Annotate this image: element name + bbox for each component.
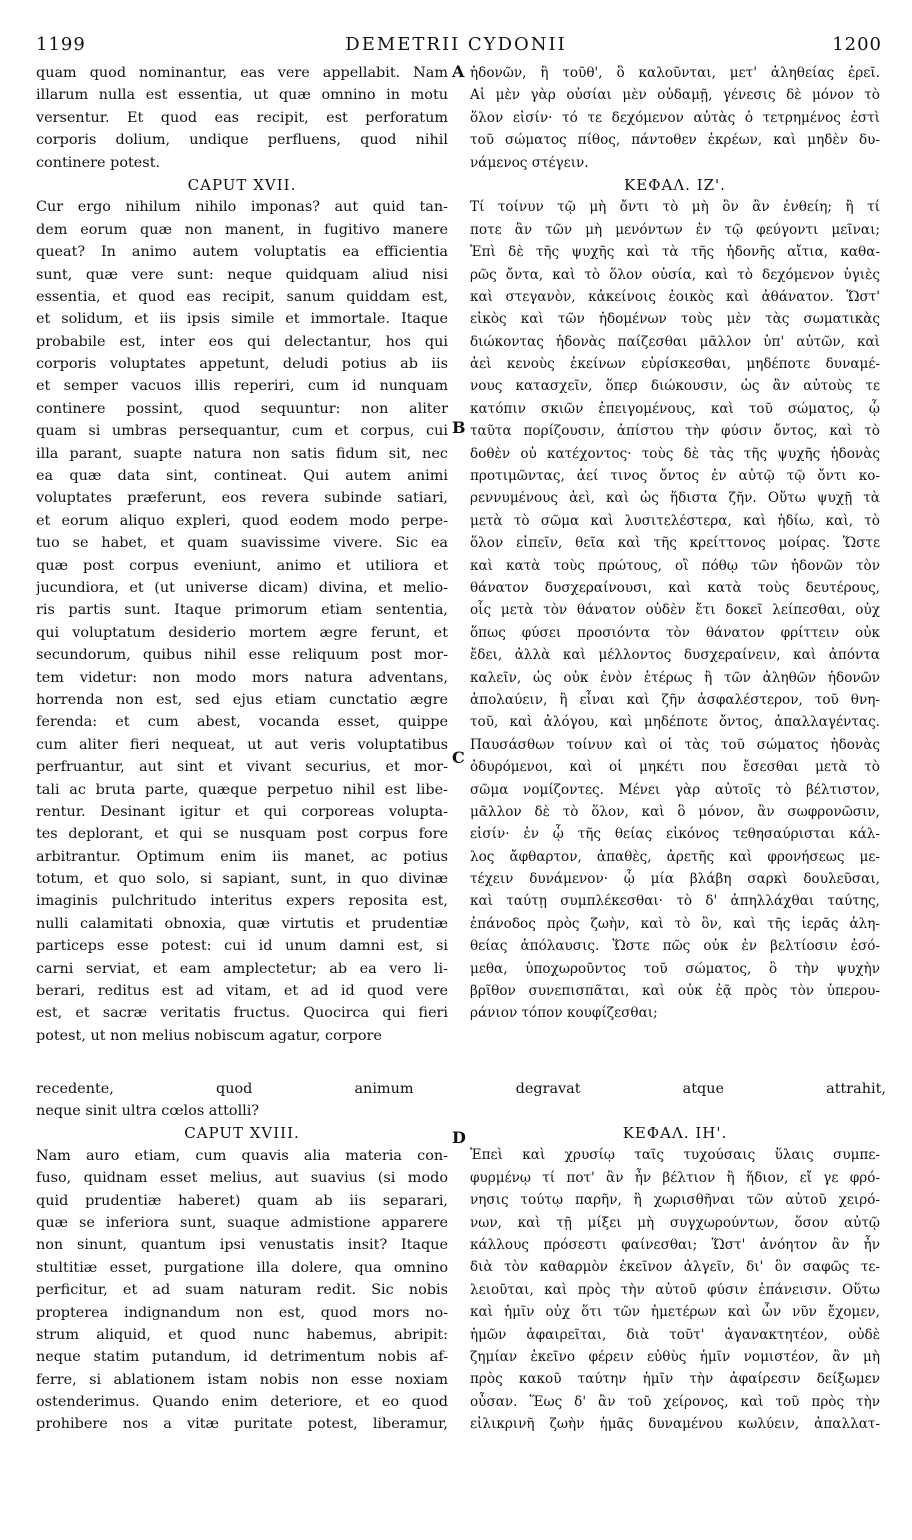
greek-top-paragraph: [470, 62, 880, 174]
text-line: ζημίαν ἐκεῖνο φέρειν εὐθὺς ἡμῖν νομιστέον, ἂν μὴ: [470, 1348, 880, 1365]
text-line: sunt, quæ vere sunt: neque quidquam aliud nisi: [36, 266, 448, 283]
text-line: quæ se inferiora sunt, suaque admistione apparere: [36, 1214, 448, 1231]
text-line: continere possint, quod sequuntur: non aliter: [36, 400, 448, 417]
text-line: Ἐπεὶ καὶ χρυσίῳ ταῖς τυχούσαις ὕλαις συμπε-: [470, 1147, 880, 1164]
spanning-line: recedente, quod animum degravat atque attrahit,: [36, 1081, 886, 1097]
text-line: ράνιον τόπον κουφίζεσθαι;: [470, 1005, 658, 1022]
text-line: ποτε ἂν τῶν μὴ μενόντων ἐν τῷ φεύγοντι μεῖναι;: [470, 221, 880, 238]
text-line: secundorum, quibus nihil esse reliquum post mor-: [36, 647, 448, 664]
text-line: θάνατον δυσχεραίνουσι, καὶ κατὰ τοὺς δευτέρους,: [470, 579, 880, 596]
text-line: νων, καὶ τῇ μίξει μὴ συγχωρούντων, ὅσον αὐτῷ: [470, 1214, 880, 1231]
text-line: οὖσαν. Ἕως δ' ἂν τοῦ χείρονος, καὶ τοῦ πρὸς τὴν: [470, 1393, 880, 1410]
text-line: νάμενος στέγειν.: [470, 154, 589, 171]
greek-column: [470, 62, 880, 1025]
text-line: qui voluptatum desiderio mortem ægre ferunt, et: [36, 624, 448, 641]
text-line: rentur. Desinant igitur et qui corporeas volupta-: [36, 803, 448, 820]
text-line: ea quæ data sint, contineat. Qui autem animi: [36, 468, 448, 485]
text-line: tes deplorant, et qui se nusquam post corpus fore: [36, 826, 448, 843]
text-line: λος ἄφθαρτον, ἀπαθὲς, ἀρετῆς καὶ φρονήσεως με-: [470, 848, 880, 865]
text-line: quam quod nominantur, eas vere appellabit. Nam: [36, 65, 448, 81]
text-line: ὀδυρόμενοι, καὶ οἱ μηκέτι που ἔσεσθαι μετὰ τὸ: [470, 759, 880, 776]
text-line: carni serviat, et eam amplectetur; ab ea vero li-: [36, 960, 448, 977]
text-line: Nam auro etiam, cum quavis alia materia con-: [36, 1147, 448, 1164]
latin-closing-line: neque sinit ultra cœlos attolli?: [36, 1103, 260, 1119]
text-line: cum aliter fieri nequeat, ut aut veris voluptatibus: [36, 736, 448, 753]
text-line: ἔδει, ἀλλὰ καὶ μέλλοντος δυσχεραίνειν, καὶ ἀπόντα: [470, 647, 880, 664]
text-line: ἡδονῶν, ἢ τοῦθ', ὃ καλοῦνται, μετ' ἀληθείας ἐρεῖ.: [470, 65, 880, 81]
text-line: et solidum, et iis ipsis simile et immortale. Itaque: [36, 311, 448, 328]
text-line: probabile est, inter eos qui delectantur, hos qui: [36, 333, 448, 350]
page-number-right: 1200: [832, 34, 882, 55]
text-line: ἡμῶν ἀφαιρεῖται, διὰ τοῦτ' ἀγανακτητέον, οὐδὲ: [470, 1326, 880, 1343]
text-line: Τί τοίνυν τῷ μὴ ὄντι τὸ μὴ ὂν ἂν ἐνθείη; ἢ τί: [470, 199, 880, 216]
text-line: μετὰ τὸ σῶμα καὶ λυσιτελέστερα, καὶ ἡδίω, καὶ, τὸ: [470, 512, 880, 529]
greek-heading-kephal-18: ΚΕΦΑΛ. ΙΗ'.: [622, 1124, 728, 1142]
text-line: arbitrantur. Optimum enim iis manet, ac potius: [36, 848, 448, 865]
text-line: perficitur, et ad suam naturam redit. Sic nobis: [36, 1282, 448, 1299]
text-line: strum aliquid, et quod nunc habemus, abripit:: [36, 1326, 448, 1343]
text-line: nulli calamitati obnoxia, quæ virtutis et prudentiæ: [36, 915, 448, 932]
text-line: quid prudentiæ haberet) quam ab iis separari,: [36, 1192, 448, 1209]
text-line: ὅλον εἰπεῖν, θεῖα καὶ τῆς κρείττονος μοίρας. Ὥστε: [470, 535, 880, 552]
text-line: voluptates præferunt, eos revera subinde satiari,: [36, 490, 448, 507]
greek-heading-kephal-17: ΚΕΦΑΛ. ΙΖ'.: [624, 175, 726, 194]
text-line: perfruantur, aut sint et vivant securius, et mor-: [36, 759, 448, 776]
text-line: καλεῖν, ὡς οὐκ ἐνὸν ἑτέρως ἢ τῶν ἀληθῶν ἡδονῶν: [470, 669, 880, 686]
text-line: Αἱ μὲν γὰρ οὐσίαι μὲν οὐδαμῇ, γένεσις δὲ μόνον τὸ: [470, 87, 880, 104]
text-line: διώκοντας ἡδονὰς παίζεσθαι μᾶλλον ὑπ' αὐτῶν, καὶ: [470, 333, 880, 350]
text-line: et eorum aliquo expleri, quod eodem modo perpe-: [36, 512, 448, 529]
text-line: tem videtur: non modo mors natura adventans,: [36, 669, 448, 686]
text-line: ὅπως φύσει προσιόντα τὸν θάνατον φρίττειν οὐκ: [470, 624, 880, 641]
text-line: ris partis sunt. Itaque primorum etiam sententia,: [36, 602, 448, 619]
text-line: ταῦτα πορίζουσιν, ἀπίστου τὴν φύσιν ὄντος, καὶ τὸ: [470, 423, 880, 440]
text-line: ἀεὶ κενοὺς ἐκείνων εὑρίσκεσθαι, μηδέποτε δυναμέ-: [470, 356, 880, 373]
text-line: horrenda non est, sed ejus etiam cunctatio ægre: [36, 691, 448, 708]
latin-heading-caput-17: CAPUT XVII.: [187, 175, 297, 194]
text-line: stultitiæ esset, purgatione illa dolere, qua omnino: [36, 1259, 448, 1276]
text-line: est, et sacræ veritatis fructus. Quocirca qui fieri: [36, 1005, 448, 1022]
margin-marker-b: B: [452, 418, 466, 437]
text-line: μᾶλλον δὲ τὸ ὅλον, καὶ ὃ μόνον, ἂν σωφρονῶσιν,: [470, 803, 880, 820]
text-line: διὰ τὸν καθαρμὸν ἐκεῖνον ἀλγεῖν, δι' ὃν σαφῶς τε-: [470, 1259, 880, 1276]
text-line: Παυσάσθων τοίνυν καὶ οἱ τὰς τοῦ σώματος ἡδονὰς: [470, 736, 880, 753]
margin-marker-c: C: [452, 748, 465, 767]
text-line: quæ post corpus eveniunt, animo et utiliora et: [36, 557, 448, 574]
text-line: καὶ κατὰ τοὺς πρώτους, οἳ πόθῳ τῶν ἡδονῶν τὸν: [470, 557, 880, 574]
text-line: ostenderimus. Quando enim deteriore, et eo quod: [36, 1394, 448, 1411]
text-line: προτιμῶντας, ἀεί τινος ὄντος ἐν αὐτῷ τῷ ὄντι κο-: [470, 468, 880, 485]
text-line: non sinunt, quantum ipsi venustatis insit? Itaque: [36, 1237, 448, 1254]
text-line: καὶ ἡμῖν οὐχ ὅτι τῶν ἡμετέρων καὶ ὧν νῦν ἔχομεν,: [470, 1304, 880, 1321]
text-line: λειοῦται, καὶ πρὸς τὴν αὐτοῦ φύσιν ἐπάνεισιν. Οὕτω: [470, 1281, 880, 1298]
text-line: εἰκὸς καὶ τῶν ἡδομένων τοὺς μὲν τὰς σωματικὰς: [470, 311, 880, 328]
text-line: νησις τούτῳ παρῆν, ἢ χωρισθῆναι τῶν αὐτοῦ χειρό-: [470, 1192, 880, 1209]
latin-caput-17-paragraph: [36, 196, 448, 1047]
text-line: illa parant, suapte natura non satis fidum sit, nec: [36, 445, 448, 462]
text-line: neque statim putandum, id detrimentum nobis af-: [36, 1349, 448, 1366]
text-line: εἰλικρινῆ ζωὴν ἡμᾶς δυναμένου κωλύειν, ἀπαλλατ-: [470, 1416, 880, 1433]
text-line: φυρμένῳ τί ποτ' ἂν ἦν βέλτιον ἢ ἥδιον, εἴ γε φρό-: [470, 1169, 880, 1186]
margin-marker-a: A: [452, 62, 465, 81]
text-line: τοῦ, καὶ ἀλόγου, καὶ μηδέποτε ὄντος, ἀπαλλαγέντας.: [470, 714, 880, 731]
latin-caput-18-paragraph: [36, 1145, 448, 1436]
text-line: potest, ut non melius nobiscum agatur, corpore: [36, 1027, 382, 1044]
greek-kephal-17-paragraph: [470, 196, 880, 1024]
text-line: essentia, et quod eas recipit, sanum quiddam est,: [36, 288, 448, 305]
text-line: corporis voluptates appetunt, deludi potius ab iis: [36, 356, 448, 373]
text-line: tali ac bruta parte, quæque perpetuo nihil est libe-: [36, 781, 448, 798]
margin-marker-d: D: [452, 1128, 466, 1147]
latin-heading-caput-18: CAPUT XVIII.: [184, 1124, 300, 1143]
greek-kephal-18-paragraph: [470, 1144, 880, 1435]
text-line: ρῶς ὄντα, καὶ τὸ ὅλον οὐσία, καὶ τὸ δεχόμενον ὑγιὲς: [470, 266, 880, 283]
text-line: ἐπάνοδος πρὸς ζωὴν, καὶ τὸ ὂν, καὶ τῆς ἱερᾶς ἀλη-: [470, 915, 880, 932]
text-line: ἀπολαύειν, ἢ εἶναι καὶ ζῆν ἀσφαλέστερον, τοῦ θνη-: [470, 691, 880, 708]
text-line: queat? In animo autem voluptatis ea efficientia: [36, 244, 448, 261]
text-line: tuo se habet, et quam suavissime vivere. Sic ea: [36, 535, 448, 552]
text-line: Cur ergo nihilum nihilo imponas? aut quid tan-: [36, 199, 448, 216]
text-line: ferre, si ablationem istam nobis non esse noxiam: [36, 1371, 448, 1388]
text-line: κάλλους πρόσεστι φαίνεσθαι; Ὥστ' ἀνόητον ἂν ἦν: [470, 1236, 880, 1253]
text-line: καὶ στεγανὸν, κἀκείνοις ἐοικὸς καὶ ἀθάνατον. Ὥστ': [470, 288, 880, 305]
text-line: jucundiora, et (ut universe dicam) divina, et melio-: [36, 579, 448, 596]
greek-column-lower: [470, 1122, 880, 1435]
text-line: κατόπιν σκιῶν ἐπειγομένους, καὶ τοῦ σώματος, ᾧ: [470, 400, 880, 417]
text-line: ferenda: et cum abest, vocanda esset, quippe: [36, 714, 448, 731]
text-line: δοθὲν οὐ κατέχοντος· τοὺς δὲ τὰς τῆς ψυχῆς ἡδονὰς: [470, 445, 880, 462]
text-line: versentur. Et quod eas recipit, est perforatum: [36, 109, 448, 126]
text-line: μεθα, ὑποχωροῦντος τοῦ σώματος, ὃ τὴν ψυχὴν: [470, 960, 880, 977]
text-line: dem eorum quæ non manent, in fugitivo manere: [36, 221, 448, 238]
text-line: καὶ ταύτῃ συμπλέκεσθαι· τὸ δ' ἀπηλλάχθαι ταύτης,: [470, 893, 880, 910]
text-line: imaginis pulchritudo interitus expers reposita est,: [36, 893, 448, 910]
text-line: et semper vacuos illis reperiri, cum id nunquam: [36, 378, 448, 395]
text-line: πρὸς κακοῦ ταύτην ἡμῖν τὴν ἀφαίρεσιν δείξωμεν: [470, 1371, 880, 1388]
text-line: prohibere nos a vitæ puritate potest, liberamur,: [36, 1416, 448, 1433]
text-line: propterea indignandum non est, quod mors no-: [36, 1304, 448, 1321]
text-line: fuso, quidnam esset melius, aut suavius (si modo: [36, 1170, 448, 1187]
text-line: νους κατασχεῖν, ὅπερ διώκουσιν, ὡς ἂν αὐτοὺς τε: [470, 378, 880, 395]
text-line: θείας ἀπόλαυσις. Ὥστε πῶς οὐκ ἐν βελτίοσιν ἐσό-: [470, 938, 880, 955]
text-line: berari, reditus est ad vitam, et ad id quod vere: [36, 983, 448, 1000]
text-line: Ἐπὶ δὲ τῆς ψυχῆς καὶ τὰ τῆς ἡδονῆς αἴτια, καθα-: [470, 244, 880, 261]
running-title: DEMETRII CYDONII: [345, 34, 567, 55]
page-number-left: 1199: [36, 34, 86, 55]
text-line: οἷς μετὰ τὸν θάνατον οὐδὲν ἔτι δοκεῖ λείπεσθαι, οὐχ: [470, 602, 880, 619]
text-line: εἰσίν· ἐν ᾧ τῆς θείας εἰκόνος τεθησαύρισται κάλ-: [470, 826, 880, 843]
text-line: corporis dolium, undique perfluens, quod nihil: [36, 132, 448, 149]
text-line: quam si umbras persequantur, cum et corpus, cui: [36, 423, 448, 440]
text-line: τέχειν δυνάμενον· ᾧ μία βλάβη σαρκὶ δουλεῦσαι,: [470, 871, 880, 888]
text-line: ρεννυμένους ἀεὶ, καὶ ὡς ἥδιστα ζῆν. Οὕτω ψυχῇ τὰ: [470, 490, 880, 507]
text-line: illarum nulla est essentia, ut quæ omnino in motu: [36, 87, 448, 104]
text-line: ὅλον εἰσίν· τό τε δεχόμενον αὐτὰς ὁ τετρημένος ἐστὶ: [470, 109, 880, 126]
latin-top-paragraph: [36, 62, 448, 174]
latin-column: [36, 62, 448, 1047]
latin-column-lower: [36, 1100, 448, 1436]
text-line: βρῖθον συνεπισπᾶται, καὶ οὐκ ἐᾷ πρὸς τὸν ὑπερου-: [470, 983, 880, 1000]
text-line: σῶμα νομίζοντες. Μένει γὰρ αὐτοῖς τὸ βέλτιστον,: [470, 781, 880, 798]
text-line: totum, et quo solo, si sapiant, sunt, in quo divinæ: [36, 871, 448, 888]
text-line: particeps esse potest: cui id unum damni est, si: [36, 938, 448, 955]
text-line: τοῦ σώματος πίθος, πάντοθεν ἐκρέων, καὶ μηδὲν δυ-: [470, 132, 880, 149]
text-line: continere potest.: [36, 154, 161, 171]
